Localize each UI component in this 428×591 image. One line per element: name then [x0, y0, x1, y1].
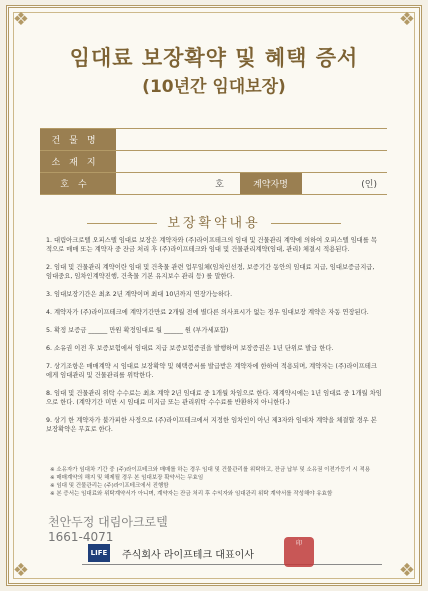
clause-item: 5. 확정 보증금 ______ 만원 확정임대료 월 ______ 원 (부가세포함): [46, 327, 229, 334]
corner-ornament: ❖: [398, 9, 416, 30]
clause-list: [46, 236, 382, 443]
certificate-subtitle: (10년간 임대보장): [142, 77, 286, 97]
corner-ornament: ❖: [12, 560, 30, 581]
clause-item: 3. 임대보장기간은 최초 2년 계약이며 최대 10년까지 연장가능하다.: [46, 291, 233, 298]
clause-item: 1. 대림아크로텔 오피스텔 임대료 보장은 계약자와 (주)라이프테크의 임대 및 건물관리 계약에 의하여 오피스텔 임대를 목적으로 매매 또는 계약자 중 잔금 처리 후 (주)라이프테크와 임대 및 건물관리계약(임대, 관리) 체결시 적용된다.: [46, 237, 377, 253]
footnotes: [50, 466, 380, 498]
building-row: [40, 129, 387, 151]
footnote: ※ 본 증서는 임대료와 위탁계약서가 아니며, 계약자는 잔금 처리 후 수익자와 임대관리 위탁 계약서를 작성해야 유효함: [50, 491, 333, 497]
unit-suffix: 호: [215, 180, 224, 190]
address-row: [40, 151, 387, 173]
building-label: 건물명: [40, 129, 116, 150]
company-seal-stamp: 印: [284, 537, 314, 567]
clause-item: 6. 소유권 이전 후 보증보험에서 임대료 지급 보증보험증권을 발행하며 보장증권은 1년 단위로 발급 한다.: [46, 345, 334, 352]
footnote: ※ 매매계약의 해지 및 해제될 경우 본 임대보장 확약서는 무효임: [50, 475, 204, 481]
clause-item: 7. 상기조항은 매매계약 시 임대료 보장확약 및 혜택증서를 발급받은 계약자에 한하여 적용되며, 계약자는 (주)라이프테크에게 임대관리 및 건물관리를 위탁한다.: [46, 363, 377, 379]
clause-item: 4. 계약자가 (주)라이프테크에 계약기간만료 2개월 전에 별다른 의사표시가 없는 경우 임대보장 계약은 자동 연장된다.: [46, 309, 369, 316]
company-name: 주식회사 라이프테크 대표이사: [122, 550, 254, 561]
corner-ornament: ❖: [398, 560, 416, 581]
seal-mark: (인): [361, 180, 377, 190]
clause-item: 9. 상기 한 계약자가 불가피한 사정으로 (주)라이프테크에서 지정한 임차인이 아닌 제3자와 임대차 계약을 체결할 경우 본 보장확약은 무효로 한다.: [46, 417, 377, 433]
certificate-title: 임대료 보장확약 및 혜택 증서: [69, 46, 359, 70]
footnote: ※ 임대 및 건물관리는 (주)라이프테크에서 진행함: [50, 483, 169, 489]
address-label: 소재지: [40, 151, 116, 172]
info-fields: [40, 128, 387, 195]
corner-ornament: ❖: [12, 9, 30, 30]
clause-item: 2. 임대 및 건물관리 계약이란 임대 및 건축물 관련 업무일체(임차인선정, 보증기간 동안의 임대료 지급, 임대보증금지급, 임대중요, 임차인계약진행, 건축물 기본 유지보수 관리 등) 를 말한다.: [46, 264, 375, 280]
unit-row: [40, 173, 387, 195]
handwritten-phone: 1661-4071: [48, 530, 114, 544]
contractor-label: 계약자명: [240, 173, 302, 194]
clause-item: 8. 임대 및 건물관리 위탁 수수료는 최초 계약 2년 임대료 중 1개월 차임으로 한다. 재계약시에는 1년 임대료 중 1개월 차임으로 한다. (계약기간 미만 시 임대료 미지급 또는 관리위탁 수수료를 반환하지 아니한다.): [46, 390, 382, 406]
unit-label: 호수: [40, 173, 116, 194]
section-title: 보장확약내용: [0, 212, 428, 231]
footnote: ※ 소유자가 임대차 기간 중 (주)라이프테크와 매매를 하는 경우 임대 및 건물관리를 위탁하고, 잔금 납부 및 소유권 이전가등기 시 적용: [50, 467, 371, 473]
handwritten-line: 천안두정 대림아크로텔: [48, 515, 168, 529]
company-logo: LIFE: [88, 544, 110, 562]
